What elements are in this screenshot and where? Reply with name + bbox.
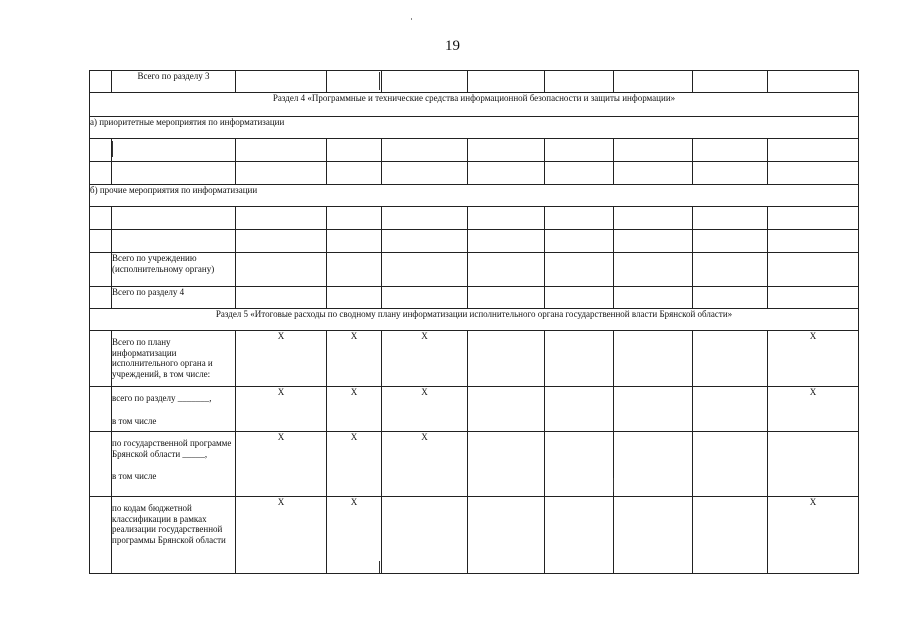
table-row-total-section4 bbox=[90, 287, 859, 309]
total-by-section-cell bbox=[112, 387, 236, 432]
table-cell bbox=[768, 71, 859, 93]
section-header-row bbox=[90, 309, 859, 331]
table-row-total-institution bbox=[90, 253, 859, 287]
including-label: в том числе bbox=[112, 471, 157, 481]
budget-codes-label: по кодам бюджетной классификации в рамках реализации государственной программы Брянской области bbox=[112, 497, 236, 574]
including-label: в том числе bbox=[112, 415, 157, 426]
x-mark: X bbox=[236, 497, 327, 574]
x-mark: X bbox=[327, 497, 382, 574]
table-row bbox=[90, 162, 859, 185]
table-row-total-section3 bbox=[90, 71, 859, 93]
table-cell bbox=[693, 71, 768, 93]
table-cell bbox=[382, 71, 468, 93]
scan-artifact bbox=[613, 478, 614, 492]
page-number: 19 bbox=[445, 38, 460, 54]
subsection-row bbox=[90, 185, 859, 207]
x-mark: X bbox=[327, 331, 382, 387]
state-program-cell bbox=[112, 432, 236, 497]
x-mark: X bbox=[236, 432, 327, 497]
scan-artifact bbox=[379, 561, 380, 573]
x-mark: X bbox=[768, 331, 859, 387]
table-row bbox=[90, 139, 859, 162]
x-mark: X bbox=[382, 432, 468, 497]
table-cell bbox=[468, 71, 545, 93]
total-plan-label: Всего по плану информатизации исполнительного органа и учреждений, в том числе: bbox=[112, 331, 236, 387]
table-cell bbox=[236, 71, 327, 93]
budget-plan-table bbox=[89, 70, 859, 574]
x-mark: X bbox=[236, 387, 327, 432]
table-cell bbox=[614, 71, 693, 93]
x-mark: X bbox=[327, 432, 382, 497]
subsection-row bbox=[90, 117, 859, 139]
table-cell bbox=[327, 71, 382, 93]
table-row bbox=[90, 230, 859, 253]
x-mark: X bbox=[327, 387, 382, 432]
table-cell bbox=[545, 71, 614, 93]
total-institution-label: Всего по учреждению (исполнительному органу) bbox=[112, 253, 236, 287]
state-program-label: по государственной программе Брянской области _____, bbox=[112, 438, 232, 459]
priority-measures-label: а) приоритетные мероприятия по информатизации bbox=[90, 117, 859, 139]
table-row bbox=[90, 207, 859, 230]
section-header-row bbox=[90, 93, 859, 117]
x-mark: X bbox=[768, 497, 859, 574]
x-mark: X bbox=[236, 331, 327, 387]
other-measures-label: б) прочие мероприятия по информатизации bbox=[90, 185, 859, 207]
x-mark: X bbox=[382, 331, 468, 387]
total-section3-label: Всего по разделу 3 bbox=[112, 71, 236, 93]
section4-title: Раздел 4 «Программные и технические средства информационной безопасности и защиты информации» bbox=[90, 93, 859, 117]
scan-artifact bbox=[379, 72, 380, 90]
section5-title: Раздел 5 «Итоговые расходы по сводному плану информатизации исполнительного органа государственной власти Брянской области» bbox=[90, 309, 859, 331]
x-mark: X bbox=[382, 387, 468, 432]
total-by-section-label: всего по разделу _______, bbox=[112, 393, 212, 403]
scan-artifact bbox=[112, 141, 113, 157]
table-row-total-by-section bbox=[90, 387, 859, 432]
table-row-budget-codes bbox=[90, 497, 859, 574]
x-mark: X bbox=[768, 387, 859, 432]
total-section4-label: Всего по разделу 4 bbox=[112, 287, 236, 309]
table-row-total-plan bbox=[90, 331, 859, 387]
table-row-state-program bbox=[90, 432, 859, 497]
table-cell bbox=[90, 71, 112, 93]
scan-speck bbox=[411, 18, 412, 20]
